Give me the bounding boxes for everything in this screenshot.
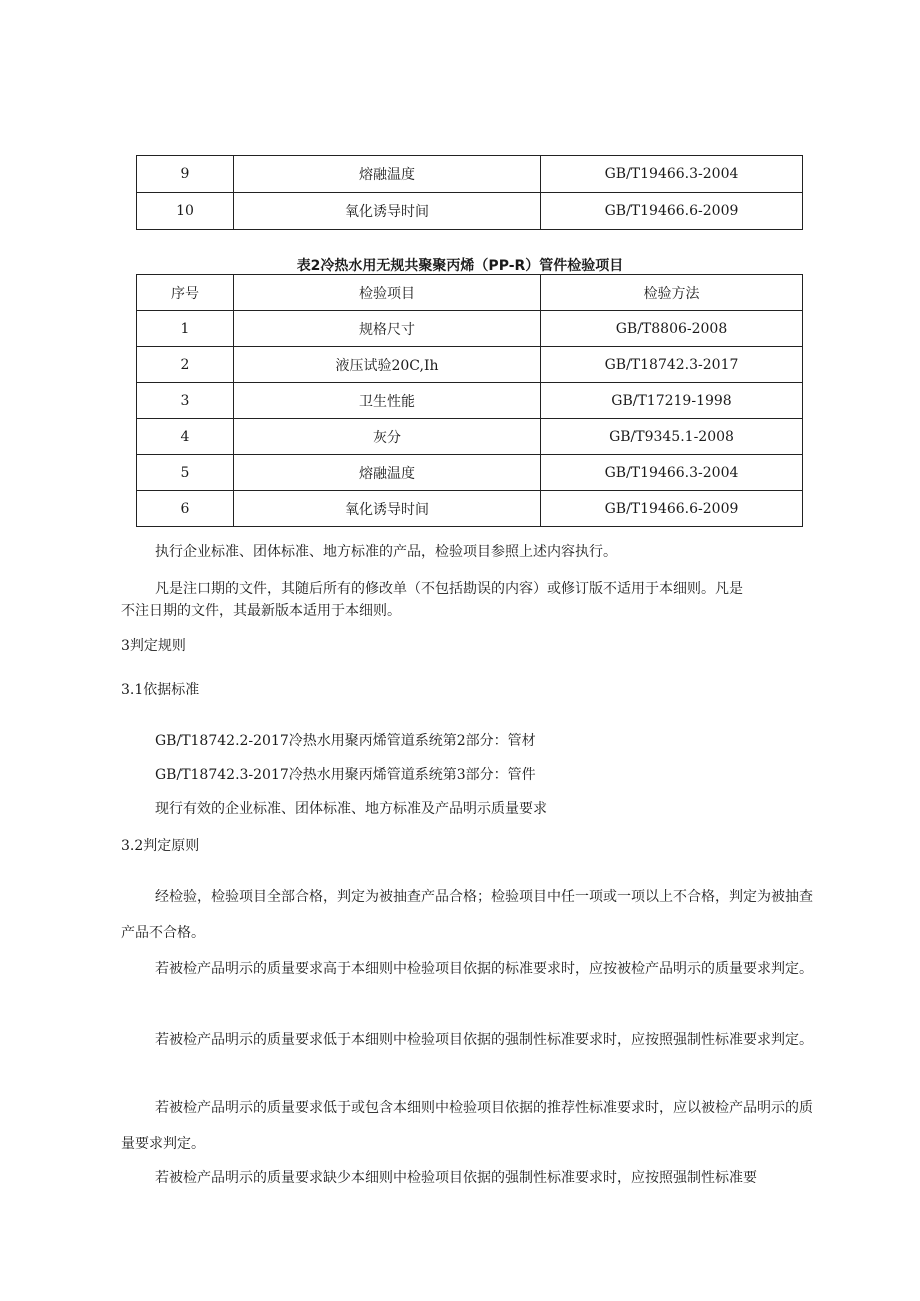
cell-index: 4: [137, 419, 234, 455]
cell-item: 氧化诱导时间: [234, 193, 541, 230]
standard-item-fittings: GB/T18742.3-2017冷热水用聚丙烯管道系统第3部分：管件: [155, 767, 536, 783]
cell-index: 9: [137, 156, 234, 193]
paragraph-rule-5: [121, 1160, 824, 1196]
table-row: [137, 491, 803, 527]
table-row: [137, 156, 803, 193]
cell-item: 规格尺寸: [234, 311, 541, 347]
table-row: [137, 455, 803, 491]
table-continued: [136, 155, 803, 230]
rule-1-text: 经检验，检验项目全部合格，判定为被抽查产品合格；检验项目中任一项或一项以上不合格，判定为被抽查产品不合格。: [121, 889, 813, 941]
header-item: 检验项目: [234, 275, 541, 311]
paragraph-rule-4: [121, 1090, 824, 1162]
heading-3-2: 3.2判定原则: [121, 838, 200, 854]
cell-index: 2: [137, 347, 234, 383]
heading-3-1: 3.1依据标准: [121, 682, 200, 698]
table-fittings-inspection: [136, 274, 803, 527]
cell-method: GB/T19466.3-2004: [541, 455, 803, 491]
heading-3: 3判定规则: [121, 638, 186, 654]
cell-item: 氧化诱导时间: [234, 491, 541, 527]
cell-item: 卫生性能: [234, 383, 541, 419]
cell-item: 液压试验20C,Ih: [234, 347, 541, 383]
table2-caption: 表2冷热水用无规共聚聚丙烯（PP-R）管件检验项目: [296, 258, 624, 274]
cell-method: GB/T9345.1-2008: [541, 419, 803, 455]
rule-3-text: 若被检产品明示的质量要求低于本细则中检验项目依据的强制性标准要求时，应按照强制性标准要求判定。: [155, 1032, 813, 1048]
table-row: [137, 419, 803, 455]
header-index: 序号: [137, 275, 234, 311]
standard-item-pipes: GB/T18742.2-2017冷热水用聚丙烯管道系统第2部分：管材: [155, 733, 536, 749]
paragraph-dated-docs-line2: 不注日期的文件，其最新版本适用于本细则。: [121, 603, 401, 619]
rule-4-text: 若被检产品明示的质量要求低于或包含本细则中检验项目依据的推荐性标准要求时，应以被检产品明示的质量要求判定。: [121, 1100, 813, 1152]
rule-2-text: 若被检产品明示的质量要求高于本细则中检验项目依据的标准要求时，应按被检产品明示的质量要求判定。: [155, 961, 813, 977]
cell-item: 熔融温度: [234, 455, 541, 491]
cell-index: 5: [137, 455, 234, 491]
paragraph-dated-docs-line1: 凡是注口期的文件，其随后所有的修改单（不包括勘误的内容）或修订版不适用于本细则。凡是: [155, 581, 743, 597]
cell-index: 3: [137, 383, 234, 419]
cell-method: GB/T19466.6-2009: [541, 491, 803, 527]
table-row: [137, 383, 803, 419]
cell-index: 6: [137, 491, 234, 527]
cell-index: 1: [137, 311, 234, 347]
standard-item-other: 现行有效的企业标准、团体标准、地方标准及产品明示质量要求: [155, 801, 547, 817]
table-row: [137, 193, 803, 230]
paragraph-exec-standards: 执行企业标准、团体标准、地方标准的产品，检验项目参照上述内容执行。: [155, 544, 617, 560]
table-row: [137, 347, 803, 383]
cell-item: 灰分: [234, 419, 541, 455]
rule-5-text: 若被检产品明示的质量要求缺少本细则中检验项目依据的强制性标准要求时，应按照强制性标准要: [155, 1170, 757, 1186]
cell-index: 10: [137, 193, 234, 230]
paragraph-rule-2: [121, 951, 824, 987]
paragraph-rule-3: [121, 1022, 824, 1058]
table-row: [137, 311, 803, 347]
paragraph-rule-1: [121, 879, 824, 951]
cell-method: GB/T18742.3-2017: [541, 347, 803, 383]
cell-method: GB/T17219-1998: [541, 383, 803, 419]
cell-method: GB/T19466.3-2004: [541, 156, 803, 193]
cell-method: GB/T19466.6-2009: [541, 193, 803, 230]
cell-item: 熔融温度: [234, 156, 541, 193]
table-header-row: [137, 275, 803, 311]
cell-method: GB/T8806-2008: [541, 311, 803, 347]
header-method: 检验方法: [541, 275, 803, 311]
